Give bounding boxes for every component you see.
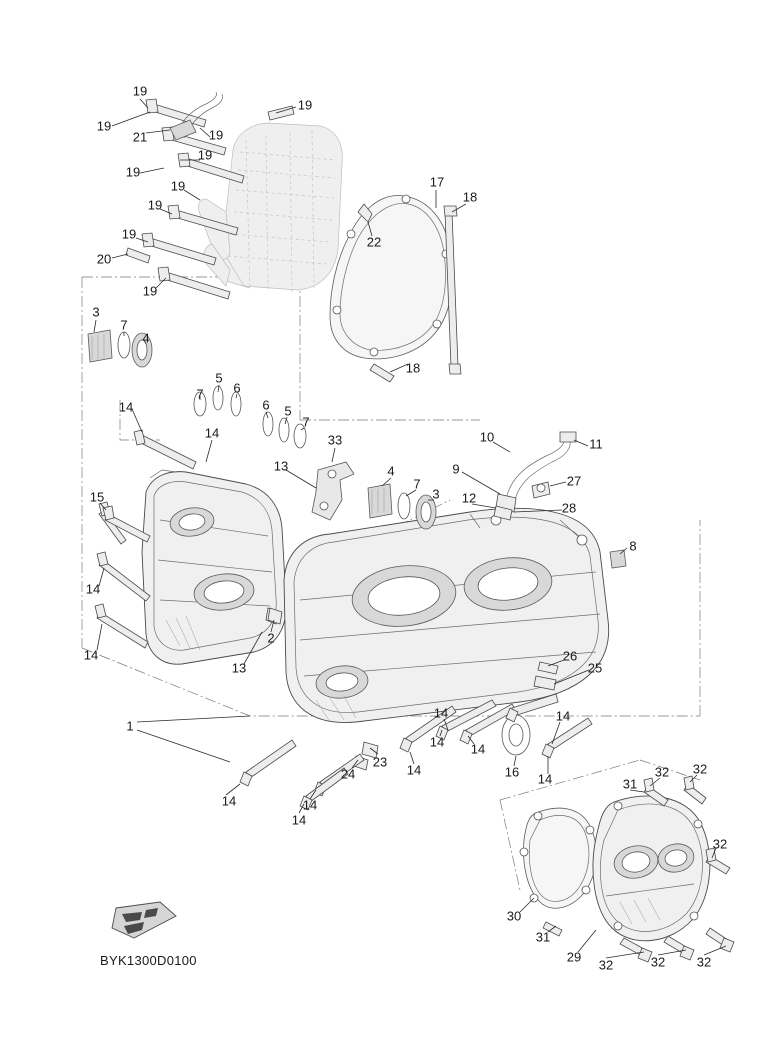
callout-32: 32 [692, 761, 708, 777]
callout-14: 14 [433, 705, 449, 721]
diagram-code-label: BYK1300D0100 [100, 953, 197, 968]
callout-3: 3 [432, 486, 440, 502]
callout-33: 33 [327, 432, 343, 448]
callout-14: 14 [204, 425, 220, 441]
callout-13: 13 [231, 660, 247, 676]
callout-4: 4 [142, 330, 150, 346]
callout-2: 2 [267, 630, 275, 646]
callout-26: 26 [562, 648, 578, 664]
callout-24: 24 [340, 766, 356, 782]
callout-17: 17 [429, 174, 445, 190]
callout-7: 7 [120, 317, 128, 333]
callout-14: 14 [555, 708, 571, 724]
callout-14: 14 [85, 581, 101, 597]
callout-19: 19 [125, 164, 141, 180]
callout-14: 14 [406, 762, 422, 778]
callout-3: 3 [92, 304, 100, 320]
callout-29: 29 [566, 949, 582, 965]
callout-19: 19 [142, 283, 158, 299]
callout-19: 19 [121, 226, 137, 242]
callout-30: 30 [506, 908, 522, 924]
callout-13: 13 [273, 458, 289, 474]
callout-14: 14 [83, 647, 99, 663]
callout-7: 7 [302, 414, 310, 430]
callout-32: 32 [598, 957, 614, 973]
callout-15: 15 [89, 489, 105, 505]
callout-19: 19 [170, 178, 186, 194]
clutch-cover-gasket [330, 195, 452, 359]
callout-21: 21 [132, 129, 148, 145]
callout-14: 14 [221, 793, 237, 809]
callout-14: 14 [302, 797, 318, 813]
callout-19: 19 [208, 127, 224, 143]
callout-7: 7 [413, 476, 421, 492]
callout-14: 14 [291, 812, 307, 828]
callout-1: 1 [126, 718, 134, 734]
callout-4: 4 [387, 463, 395, 479]
callout-19: 19 [197, 147, 213, 163]
callout-14: 14 [429, 734, 445, 750]
callout-18: 18 [405, 360, 421, 376]
callout-14: 14 [118, 399, 134, 415]
callout-19: 19 [147, 197, 163, 213]
callout-11: 11 [589, 436, 603, 452]
callout-19: 19 [132, 83, 148, 99]
callout-25: 25 [587, 660, 603, 676]
callout-31: 31 [622, 776, 638, 792]
callout-5: 5 [284, 403, 292, 419]
fwd-arrow [112, 902, 176, 938]
callout-12: 12 [461, 490, 477, 506]
callout-32: 32 [696, 954, 712, 970]
callout-7: 7 [196, 386, 204, 402]
callout-20: 20 [96, 251, 112, 267]
left-crankcase-half [142, 470, 286, 664]
callout-14: 14 [537, 771, 553, 787]
callout-32: 32 [712, 836, 728, 852]
callout-16: 16 [504, 764, 520, 780]
right-crankcase-half [284, 508, 609, 722]
callout-6: 6 [262, 397, 270, 413]
callout-19: 19 [297, 97, 313, 113]
callout-5: 5 [215, 370, 223, 386]
callout-23: 23 [372, 754, 388, 770]
callout-10: 10 [479, 429, 495, 445]
callout-31: 31 [535, 929, 551, 945]
callout-27: 27 [566, 473, 582, 489]
callout-32: 32 [650, 954, 666, 970]
callout-18: 18 [462, 189, 478, 205]
callout-8: 8 [629, 538, 637, 554]
callout-6: 6 [233, 380, 241, 396]
callout-19: 19 [96, 118, 112, 134]
callout-14: 14 [470, 741, 486, 757]
callout-9: 9 [452, 461, 460, 477]
callout-22: 22 [366, 234, 382, 250]
callout-32: 32 [654, 764, 670, 780]
callout-28: 28 [561, 500, 577, 516]
